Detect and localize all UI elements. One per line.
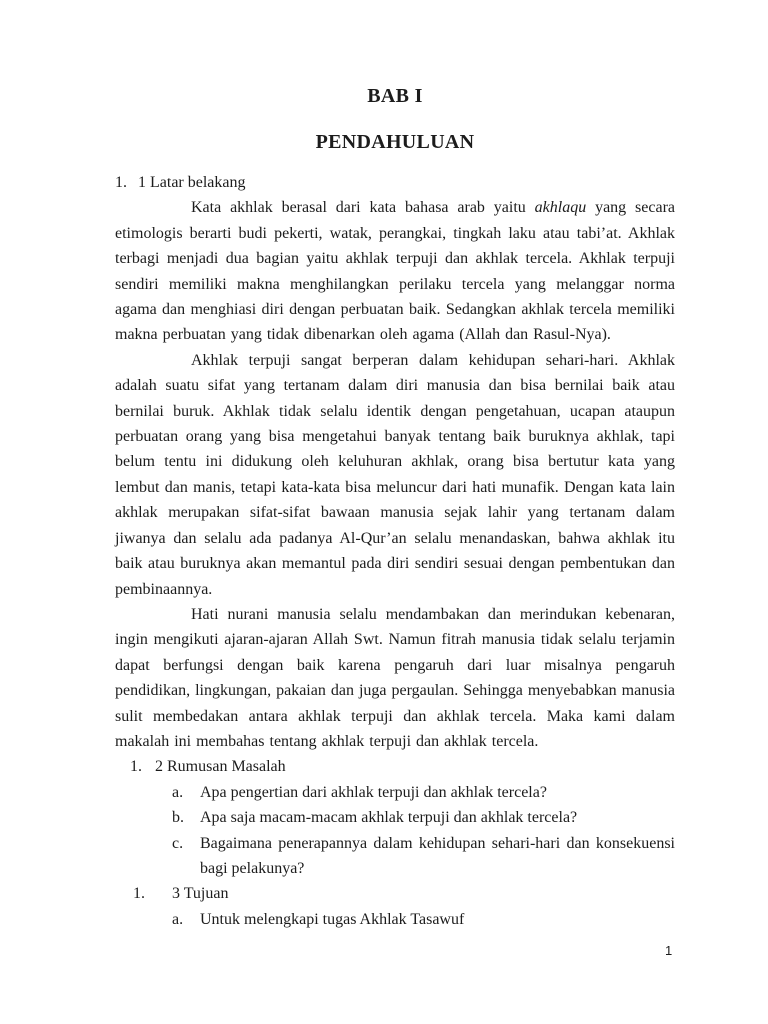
paragraph-latar-3: Hati nurani manusia selalu mendambakan dan merindukan kebenaran, ingin mengikuti ajaran-ajaran Allah Swt. Namun fitrah manusia tidak selalu terjamin dapat berfungsi dengan baik karena pengaruh dari luar misalnya pengaruh pendidikan, lingkungan, pakaian dan juga pergaulan. Sehingga menyebabkan manusia sulit membedakan antara akhlak terpuji dan akhlak tercela. Maka kami dalam makalah ini membahas tentang akhlak terpuji dan akhlak tercela. <box>115 605 675 750</box>
list-item-rumusan-b <box>115 805 675 830</box>
heading-label: 2 Rumusan Masalah <box>155 758 286 776</box>
list-item-text: Untuk melengkapi tugas Akhlak Tasawuf <box>200 910 465 928</box>
chapter-title: BAB I <box>367 85 423 107</box>
list-item-rumusan-a <box>115 780 675 805</box>
list-item-rumusan-c <box>115 831 675 882</box>
list-item-text: Apa saja macam-macam akhlak terpuji dan akhlak tercela? <box>200 809 578 827</box>
heading-latar-belakang <box>115 170 675 195</box>
page-number: 1 <box>665 943 673 958</box>
list-item-text: Bagaimana penerapannya dalam kehidupan sehari-hari dan konsekuensi bagi pelakunya? <box>200 834 675 877</box>
list-item-letter: b. <box>172 809 184 827</box>
list-item-letter: a. <box>172 783 184 801</box>
heading-rumusan-masalah <box>115 754 675 779</box>
list-item-letter: c. <box>172 834 184 852</box>
heading-number: 1. <box>133 885 145 903</box>
list-item-text: Apa pengertian dari akhlak terpuji dan akhlak tercela? <box>200 783 547 801</box>
heading-tujuan <box>115 881 675 906</box>
paragraph-text: yang secara etimologis berarti budi pekerti, watak, perangkai, tingkah laku atau tabi’at. Akhlak terbagi menjadi dua bagian yaitu akhlak terpuji dan akhlak tercela. Akhlak terpuji sendiri memiliki makna menghilangkan perilaku tercela yang melanggar norma agama dan menghiasi diri dengan perbuatan baik. Sedangkan akhlak tercela memiliki makna perbuatan yang tidak dibenarkan oleh agama (Allah dan Rasul-Nya). <box>115 199 676 344</box>
paragraph-latar-1 <box>115 195 675 347</box>
heading-number: 1. <box>130 758 142 776</box>
list-item-tujuan-a <box>115 907 675 932</box>
paragraph-text: Kata akhlak berasal dari kata bahasa arab yaitu <box>191 199 535 217</box>
section-title: PENDAHULUAN <box>315 131 475 153</box>
document-body <box>115 170 675 932</box>
heading-label: 3 Tujuan <box>172 885 229 903</box>
heading-label: 1 Latar belakang <box>138 174 246 191</box>
italic-term: akhlaqu <box>534 199 587 217</box>
list-item-letter: a. <box>172 910 184 928</box>
paragraph-latar-2: Akhlak terpuji sangat berperan dalam kehidupan sehari-hari. Akhlak adalah suatu sifat yang tertanam dalam diri manusia dan bisa bernilai baik atau bernilai buruk. Akhlak tidak selalu identik dengan pengetahuan, ucapan ataupun perbuatan orang yang bisa mengetahui banyak tentang baik buruknya akhlak, tapi belum tentu ini didukung oleh keluhuran akhlak, orang bisa bertutur kata yang lembut dan manis, tetapi kata-kata bisa meluncur dari hati munafik. Dengan kata lain akhlak merupakan sifat-sifat bawaan manusia sejak lahir yang tertanam dalam jiwanya dan selalu ada padanya Al-Qur’an selalu menandaskan, bahwa akhlak itu baik atau buruknya akan memantul pada diri sendiri sesuai dengan pembentukan dan pembinaannya. <box>115 351 675 598</box>
heading-number: 1. <box>115 174 127 191</box>
